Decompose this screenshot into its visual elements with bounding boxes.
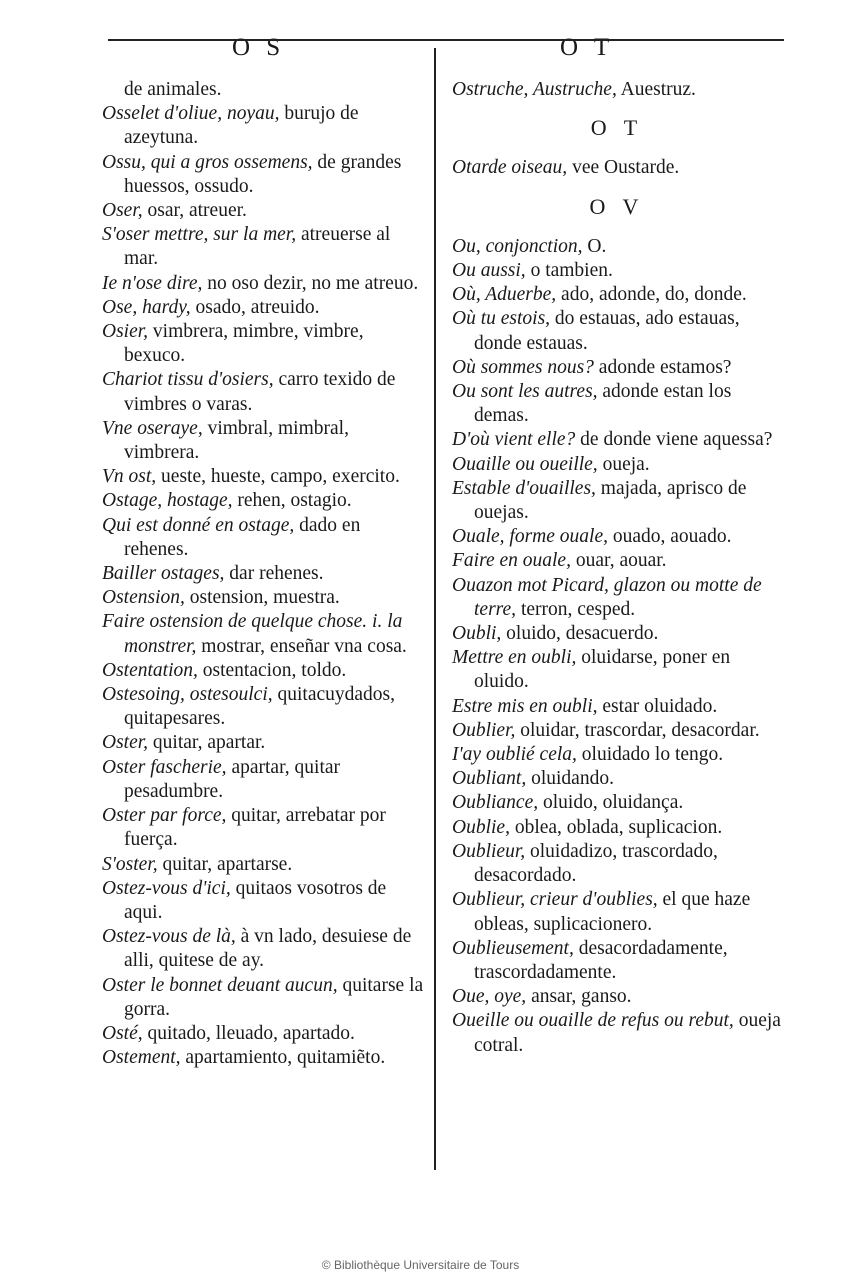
dictionary-entry xyxy=(102,272,424,296)
entry-french: Ostentation, xyxy=(102,659,198,681)
dictionary-entry xyxy=(452,574,782,622)
dictionary-entry xyxy=(102,296,424,320)
entry-french: Oster le bonnet deuant aucun, xyxy=(102,974,338,996)
dictionary-entry xyxy=(102,1022,424,1046)
dictionary-entry xyxy=(102,659,424,683)
dictionary-entry xyxy=(102,1046,424,1070)
dictionary-entry xyxy=(102,925,424,973)
dictionary-entry xyxy=(102,417,424,465)
entry-french: Ou aussi, xyxy=(452,260,526,282)
entry-french: Oster fascherie, xyxy=(102,756,227,778)
column-divider xyxy=(434,48,436,1170)
entry-french: Ostez-vous de là, xyxy=(102,926,236,948)
entry-french: Faire ostension de quelque chose. i. la monstrer, xyxy=(102,611,403,657)
dictionary-entry xyxy=(102,756,424,804)
dictionary-entry xyxy=(452,791,782,815)
entry-spanish: el que haze obleas, suplicacionero. xyxy=(474,889,751,935)
entry-spanish: quitar, arrebatar por fuerça. xyxy=(124,805,386,851)
dictionary-entry xyxy=(452,259,782,283)
dictionary-entry xyxy=(102,489,424,513)
entry-spanish: apartamiento, quitamiẽto. xyxy=(180,1047,386,1069)
entry-french: Ose, hardy, xyxy=(102,296,191,318)
entry-french: Oubliance, xyxy=(452,792,539,814)
dictionary-entry xyxy=(102,223,424,271)
left-column xyxy=(102,78,424,1070)
dictionary-entry xyxy=(102,877,424,925)
entry-french: Oue, oye, xyxy=(452,986,527,1008)
entry-spanish: estar oluidado. xyxy=(597,695,718,717)
dictionary-entry xyxy=(452,1009,782,1057)
running-head-left: O S xyxy=(232,34,286,61)
entry-french: Où sommes nous? xyxy=(452,356,594,378)
entry-spanish: vee Oustarde. xyxy=(567,157,680,179)
entry-spanish: de animales. xyxy=(124,79,222,100)
right-column xyxy=(452,78,782,1058)
ov-entries xyxy=(452,235,782,1058)
entry-spanish: vimbrera, mimbre, vimbre, bexuco. xyxy=(124,321,364,367)
dictionary-entry xyxy=(102,610,424,658)
entry-spanish: oueja cotral. xyxy=(474,1010,781,1056)
entry-french: Ostruche, Austruche, xyxy=(452,79,617,100)
entry-french: S'oser mettre, sur la mer, xyxy=(102,224,297,246)
entry-spanish: quitar, apartar. xyxy=(148,732,266,754)
entry-french: Oubli, xyxy=(452,623,502,645)
dictionary-entry xyxy=(452,477,782,525)
entry-spanish: oluido, oluidança. xyxy=(538,792,684,814)
dictionary-entry xyxy=(452,985,782,1009)
entry-spanish: oluido, desacuerdo. xyxy=(501,623,659,645)
running-head-right: O T xyxy=(560,34,615,61)
entry-french: I'ay oublié cela, xyxy=(452,744,577,766)
entry-french: Oueille ou ouaille de refus ou rebut, xyxy=(452,1010,734,1032)
entry-french: Qui est donné en ostage, xyxy=(102,514,295,536)
entry-spanish: carro texido de vimbres o varas. xyxy=(124,369,396,415)
entry-french: Osselet d'oliue, noyau, xyxy=(102,103,280,125)
entry-french: Estre mis en oubli, xyxy=(452,695,598,717)
dictionary-entry xyxy=(102,320,424,368)
entry-spanish: ostension, muestra. xyxy=(184,587,340,609)
entry-french: Ou, conjonction, xyxy=(452,235,583,257)
dictionary-entry xyxy=(452,78,782,102)
entry-french: Oublier, xyxy=(452,719,516,741)
entry-french: Bailler ostages, xyxy=(102,563,225,585)
entry-spanish: oluidado lo tengo. xyxy=(576,744,724,766)
entry-french: Estable d'ouailles, xyxy=(452,477,596,499)
dictionary-entry xyxy=(102,151,424,199)
entry-spanish: de grandes huessos, ossudo. xyxy=(124,151,402,197)
entry-spanish: terron, cesped. xyxy=(516,598,636,620)
entry-french: Où tu estois, xyxy=(452,308,551,330)
dictionary-entry xyxy=(452,888,782,936)
entry-spanish: adonde estan los demas. xyxy=(474,381,732,427)
dictionary-entry xyxy=(102,465,424,489)
entry-spanish: dado en rehenes. xyxy=(124,514,361,560)
copyright-footer: © Bibliothèque Universitaire de Tours xyxy=(321,1258,520,1272)
entry-french: Oublieusement, xyxy=(452,937,574,959)
entry-french: Ouale, forme ouale, xyxy=(452,526,608,548)
entry-spanish: apartar, quitar pesadumbre. xyxy=(124,756,341,802)
entry-spanish: O. xyxy=(582,235,607,257)
entry-french: Ou sont les autres, xyxy=(452,381,598,403)
dictionary-entry xyxy=(102,853,424,877)
entry-french: Oublie, xyxy=(452,816,510,838)
entry-spanish: vimbral, mimbral, vimbrera. xyxy=(124,417,349,464)
entry-spanish: quitaos vosotros de aqui. xyxy=(124,877,387,923)
dictionary-entry xyxy=(102,804,424,852)
dictionary-entry xyxy=(102,683,424,731)
entry-spanish: ostentacion, toldo. xyxy=(197,659,347,681)
dictionary-entry xyxy=(452,816,782,840)
dictionary-entry xyxy=(102,562,424,586)
entry-french: Faire en ouale, xyxy=(452,550,571,572)
dictionary-entry xyxy=(452,622,782,646)
dictionary-entry xyxy=(452,937,782,985)
entry-french: Où, Aduerbe, xyxy=(452,284,557,306)
entry-french: Oubliant, xyxy=(452,768,527,790)
dictionary-entry xyxy=(452,695,782,719)
entry-spanish: oluidarse, poner en oluido. xyxy=(474,647,731,693)
header-rule xyxy=(108,39,784,41)
entry-spanish: o tambien. xyxy=(525,260,613,282)
entry-spanish: quitado, lleuado, apartado. xyxy=(142,1022,355,1044)
entry-spanish: de donde viene aquessa? xyxy=(575,429,773,451)
dictionary-entry xyxy=(452,428,782,452)
dictionary-entry xyxy=(452,743,782,767)
entry-spanish: à vn lado, desuiese de alli, quitese de ay. xyxy=(124,926,412,972)
entry-spanish: oluidadizo, trascordado, desacordado. xyxy=(474,840,718,887)
entry-spanish: do estauas, ado estauas, donde estauas. xyxy=(474,308,740,354)
dictionary-entry xyxy=(452,156,782,180)
entry-french: Oublieur, crieur d'oublies, xyxy=(452,889,658,911)
dictionary-entry xyxy=(102,199,424,223)
entry-spanish: ouar, aouar. xyxy=(570,550,667,572)
entry-french: Ostement, xyxy=(102,1047,181,1069)
entry-french: Ie n'ose dire, xyxy=(102,272,203,294)
entry-spanish: burujo de azeytuna. xyxy=(124,103,359,149)
entry-french: Ossu, qui a gros ossemens, xyxy=(102,151,313,173)
dictionary-entry xyxy=(102,974,424,1022)
dictionary-entry xyxy=(452,549,782,573)
entry-spanish: Auestruz. xyxy=(616,79,696,100)
entry-french: Ouaille ou oueille, xyxy=(452,453,598,475)
entry-spanish: adonde estamos? xyxy=(593,356,732,378)
dictionary-entry xyxy=(452,525,782,549)
dictionary-entry xyxy=(452,235,782,259)
entry-french: Oublieur, xyxy=(452,840,526,862)
entry-french: Ostez-vous d'ici, xyxy=(102,877,231,899)
entry-french: Vne oseraye, xyxy=(102,417,203,439)
dictionary-entry xyxy=(452,356,782,380)
entry-spanish: quitarse la gorra. xyxy=(124,974,424,1020)
entry-spanish: oblea, oblada, suplicacion. xyxy=(509,816,723,838)
dictionary-entry xyxy=(452,767,782,791)
entry-french: Oster par force, xyxy=(102,805,227,827)
dictionary-entry xyxy=(102,514,424,562)
dictionary-entry xyxy=(102,78,424,102)
dictionary-entry xyxy=(102,731,424,755)
entry-french: S'oster, xyxy=(102,853,158,875)
entry-french: Ouazon mot Picard, glazon ou motte de terre, xyxy=(452,574,762,620)
dictionary-entry xyxy=(102,368,424,416)
entry-french: Ostesoing, ostesoulci, xyxy=(102,684,273,706)
entry-french: Mettre en oubli, xyxy=(452,647,577,669)
entry-spanish: dar rehenes. xyxy=(224,563,324,585)
entry-spanish: oluidando. xyxy=(526,768,614,790)
entry-french: Oser, xyxy=(102,200,143,222)
entry-french: Ostension, xyxy=(102,587,185,609)
ot-entries xyxy=(452,156,782,180)
dictionary-entry xyxy=(452,453,782,477)
section-heading-ov: O V xyxy=(589,193,645,219)
entry-french: Ostage, hostage, xyxy=(102,490,233,512)
entry-spanish: ado, adonde, do, donde. xyxy=(556,284,747,306)
section-heading-ot: O T xyxy=(590,115,644,141)
entry-spanish: mostrar, enseñar vna cosa. xyxy=(196,635,407,657)
entry-french: Osté, xyxy=(102,1022,143,1044)
dictionary-entry xyxy=(452,307,782,355)
dictionary-entry xyxy=(452,283,782,307)
entry-french: D'où vient elle? xyxy=(452,429,576,451)
entry-french: Osier, xyxy=(102,321,149,343)
entry-spanish: ueste, hueste, campo, exercito. xyxy=(156,466,400,488)
entry-spanish: oueja. xyxy=(597,453,650,475)
entry-spanish: ouado, aouado. xyxy=(607,526,732,548)
entry-spanish: desacordadamente, trascordadamente. xyxy=(474,937,728,983)
dictionary-entry xyxy=(102,102,424,150)
entry-spanish: atreuerse al mar. xyxy=(124,224,391,270)
entry-french: Oster, xyxy=(102,732,149,754)
entry-french: Chariot tissu d'osiers, xyxy=(102,369,274,391)
entry-spanish: no oso dezir, no me atreuo. xyxy=(202,272,419,294)
entry-spanish: osado, atreuido. xyxy=(190,296,320,318)
entry-spanish: rehen, ostagio. xyxy=(232,490,352,512)
entry-french: Otarde oiseau, xyxy=(452,157,568,179)
entry-spanish: quitar, apartarse. xyxy=(157,853,293,875)
dictionary-entry xyxy=(452,719,782,743)
dictionary-entry xyxy=(452,646,782,694)
dictionary-entry xyxy=(452,840,782,888)
entry-spanish: ansar, ganso. xyxy=(526,986,632,1008)
dictionary-entry xyxy=(452,380,782,428)
entry-spanish: quitacuydados, quitapesares. xyxy=(124,684,396,730)
entry-french: Vn ost, xyxy=(102,466,157,488)
dictionary-entry xyxy=(102,586,424,610)
entry-spanish: majada, aprisco de ouejas. xyxy=(474,477,747,524)
entry-spanish: osar, atreuer. xyxy=(142,200,247,222)
entry-spanish: oluidar, trascordar, desacordar. xyxy=(515,719,760,741)
